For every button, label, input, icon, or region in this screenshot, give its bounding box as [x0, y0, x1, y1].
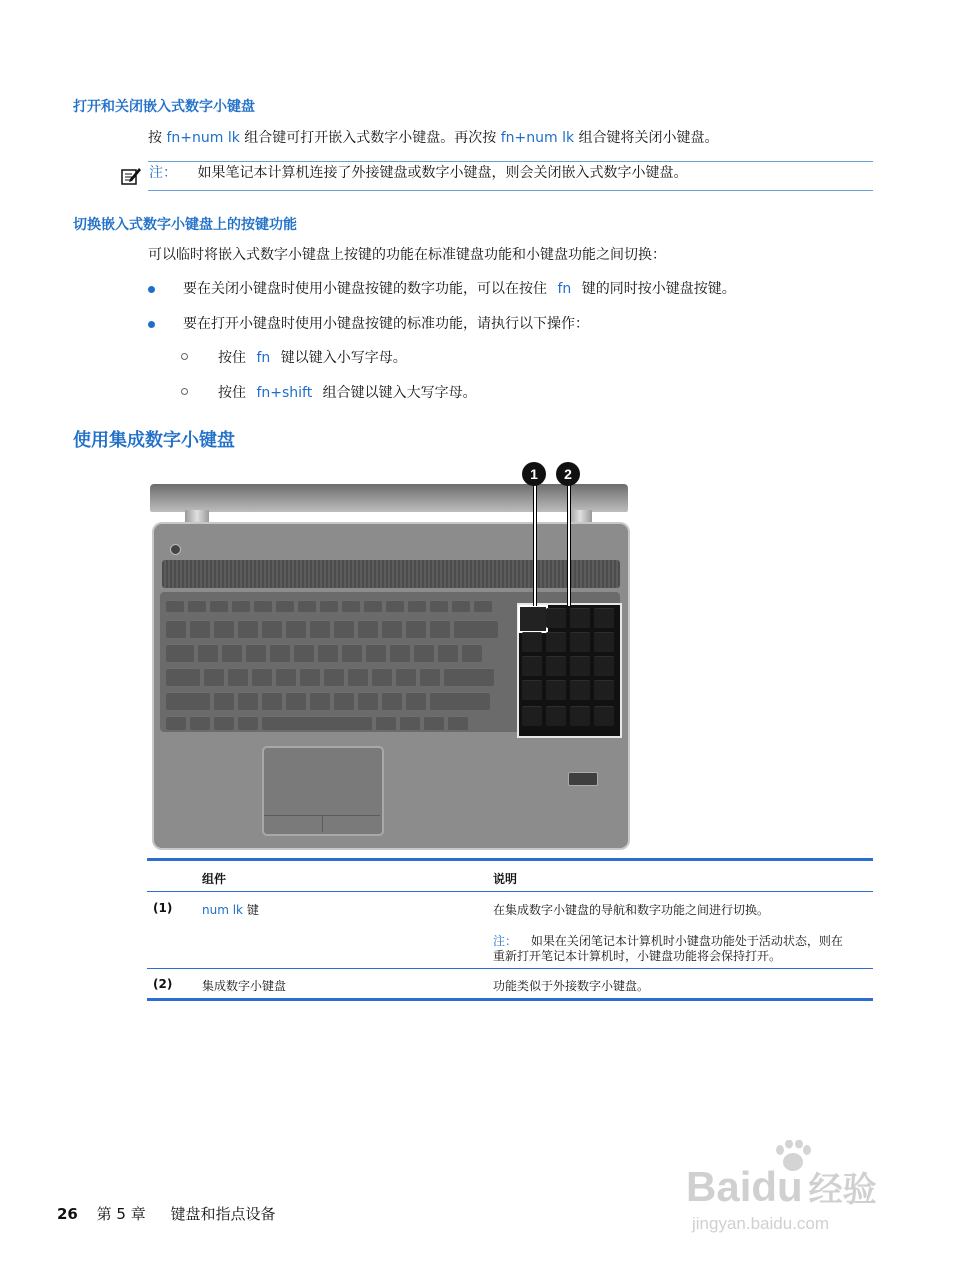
numeric-keypad-key — [522, 632, 542, 652]
text: 按 — [148, 130, 162, 146]
keyboard-key — [358, 620, 378, 638]
keyboard-key — [276, 600, 294, 612]
keyboard-key — [358, 692, 378, 710]
keyboard-key — [210, 600, 228, 612]
numeric-keypad-key — [522, 706, 542, 726]
keyboard-key — [300, 668, 320, 686]
keyboard-key — [262, 620, 282, 638]
table-header-component — [202, 870, 226, 887]
header-text: 说明 — [493, 872, 518, 886]
keyboard-key — [310, 692, 330, 710]
text: 组合键将关闭小键盘。 — [578, 130, 719, 146]
numeric-keypad-key — [546, 656, 566, 676]
keyboard-key — [190, 716, 210, 730]
sub-bullet — [181, 353, 188, 360]
num-lk-key-highlight — [518, 605, 548, 633]
speaker-grill — [162, 560, 620, 588]
keyboard-key — [342, 600, 360, 612]
keyboard-key — [214, 692, 234, 710]
keyboard-key — [438, 644, 458, 662]
numeric-keypad-key — [546, 706, 566, 726]
table-row-2-number — [153, 977, 172, 991]
numeric-keypad-key — [570, 632, 590, 652]
keyboard-key — [238, 716, 258, 730]
callout-line-1 — [534, 476, 536, 606]
keyboard-key — [430, 692, 490, 710]
watermark-url: jingyan.baidu.com — [692, 1214, 830, 1233]
keyboard-key — [382, 692, 402, 710]
bullet-item-2: 要在打开小键盘时使用小键盘按键的标准功能，请执行以下操作： — [183, 316, 589, 332]
section-heading-toggle-keypad: 打开和关闭嵌入式数字小键盘 — [73, 99, 255, 115]
keyboard-key — [364, 600, 382, 612]
keyboard-key — [348, 668, 368, 686]
numeric-keypad-key — [546, 680, 566, 700]
page-number: 26 — [57, 1205, 78, 1223]
keyboard-key — [166, 716, 186, 730]
keyboard-key — [166, 668, 200, 686]
keyboard-key — [188, 600, 206, 612]
keyboard-key — [298, 600, 316, 612]
table-header-rule — [147, 891, 873, 892]
lid-edge — [150, 484, 628, 512]
keyboard-key — [406, 620, 426, 638]
keyboard-key — [448, 716, 468, 730]
keyboard-key — [190, 620, 210, 638]
header-text: 组件 — [202, 872, 227, 886]
bullet — [148, 286, 155, 293]
keyboard-key — [414, 644, 434, 662]
note-label: 注： — [149, 165, 177, 181]
chapter-label: 第 5 章 — [96, 1205, 146, 1223]
keyboard-key — [420, 668, 440, 686]
keyboard-key — [228, 668, 248, 686]
laptop-keyboard-illustration — [150, 460, 630, 850]
fingerprint-reader — [568, 772, 598, 786]
keyboard-key — [366, 644, 386, 662]
table-row-1-description: 在集成数字小键盘的导航和数字功能之间进行切换。 — [493, 903, 770, 917]
text: 按住 — [218, 385, 246, 401]
keyboard-key — [430, 620, 450, 638]
keyboard-key — [294, 644, 314, 662]
keyboard-key — [166, 692, 210, 710]
numeric-keypad-key — [594, 706, 614, 726]
numeric-keypad-key — [570, 656, 590, 676]
keyboard-key — [286, 692, 306, 710]
keyboard-key — [232, 600, 250, 612]
key-combo: fn — [256, 350, 271, 366]
brand-text-2: du — [751, 1163, 803, 1210]
keyboard-key — [214, 620, 234, 638]
keyboard-key — [214, 716, 234, 730]
page-footer — [57, 1203, 276, 1224]
sub-item-2 — [218, 383, 477, 403]
numeric-keypad-key — [546, 632, 566, 652]
numeric-keypad-key — [570, 608, 590, 628]
keyboard-key — [474, 600, 492, 612]
keyboard-key — [444, 668, 494, 686]
keyboard-key — [320, 600, 338, 612]
bullet-item-1 — [183, 279, 736, 299]
text: 组合键以键入大写字母。 — [322, 385, 477, 401]
keyboard-key — [222, 644, 242, 662]
sub-bullet — [181, 388, 188, 395]
key-combo: fn+shift — [256, 385, 313, 401]
note-pencil-icon — [120, 165, 142, 187]
keyboard-key — [198, 644, 218, 662]
callout-line-2 — [568, 476, 570, 606]
numeric-keypad-key — [546, 608, 566, 628]
keyboard-key — [372, 668, 392, 686]
key-combo: fn — [557, 281, 572, 297]
note-text: 如果笔记本计算机连接了外接键盘或数字小键盘，则会关闭嵌入式数字小键盘。 — [197, 165, 688, 181]
text: 键的同时按小键盘按键。 — [581, 281, 736, 297]
touchpad — [262, 746, 384, 836]
table-row-1-number — [153, 901, 172, 915]
table-row-1-note-line2: 重新打开笔记本计算机时，小键盘功能将会保持打开。 — [493, 949, 782, 963]
keyboard-key — [254, 600, 272, 612]
keyboard-key — [166, 600, 184, 612]
keyboard-key — [252, 668, 272, 686]
keyboard-key — [430, 600, 448, 612]
table-bottom-rule — [147, 998, 873, 1001]
numeric-keypad-key — [522, 680, 542, 700]
table-row-rule — [147, 968, 873, 969]
keyboard-key — [342, 644, 362, 662]
text: 键以键入小写字母。 — [280, 350, 407, 366]
text: 要在关闭小键盘时使用小键盘按键的数字功能，可以在按住 — [183, 281, 547, 297]
keyboard-key — [238, 620, 258, 638]
keyboard-key — [334, 692, 354, 710]
chapter-title: 键盘和指点设备 — [170, 1205, 276, 1223]
keyboard-key — [324, 668, 344, 686]
row-number: (1) — [153, 901, 173, 915]
note-text: 如果在关闭笔记本计算机时小键盘功能处于活动状态，则在 — [530, 934, 843, 948]
table-row-2-description: 功能类似于外接数字小键盘。 — [493, 979, 650, 993]
keyboard-key — [390, 644, 410, 662]
key-combo: fn+num lk — [500, 130, 575, 146]
callout-2: 2 — [556, 462, 580, 486]
note-label: 注： — [493, 934, 518, 948]
keyboard-key — [382, 620, 402, 638]
paragraph-toggle-keypad — [148, 128, 719, 148]
baidu-watermark — [680, 1140, 910, 1250]
numeric-keypad-key — [594, 656, 614, 676]
keyboard-key — [310, 620, 330, 638]
keyboard-key — [262, 692, 282, 710]
numeric-keypad-key — [594, 680, 614, 700]
keyboard-key — [334, 620, 354, 638]
table-row-2-component: 集成数字小键盘 — [202, 979, 287, 993]
keyboard-key — [262, 716, 372, 730]
key-name: num lk — [202, 903, 243, 917]
keyboard-key — [396, 668, 416, 686]
numeric-keypad-key — [522, 656, 542, 676]
text: 按住 — [218, 350, 246, 366]
keyboard-key — [318, 644, 338, 662]
watermark-brand — [686, 1162, 877, 1211]
keyboard-key — [270, 644, 290, 662]
numeric-keypad-key — [594, 632, 614, 652]
touchpad-button-split — [322, 815, 323, 832]
keyboard-key — [408, 600, 426, 612]
keyboard-key — [276, 668, 296, 686]
section-heading-switch-functions: 切换嵌入式数字小键盘上的按键功能 — [73, 217, 297, 233]
callout-1: 1 — [522, 462, 546, 486]
numeric-keypad-key — [594, 608, 614, 628]
bullet — [148, 321, 155, 328]
table-top-rule — [147, 858, 873, 861]
text: 键 — [246, 903, 259, 917]
keyboard-key — [462, 644, 482, 662]
keyboard-key — [406, 692, 426, 710]
section-heading-integrated-keypad: 使用集成数字小键盘 — [73, 430, 235, 451]
keyboard-key — [452, 600, 470, 612]
keyboard-key — [400, 716, 420, 730]
intro-paragraph: 可以临时将嵌入式数字小键盘上按键的功能在标准键盘功能和小键盘功能之间切换： — [148, 247, 666, 263]
brand-cn: 经验 — [808, 1171, 877, 1209]
keyboard-key — [386, 600, 404, 612]
note-1 — [149, 163, 687, 183]
brand-text: Bai — [686, 1163, 752, 1210]
note-top-rule — [148, 161, 873, 162]
table-row-1-component — [202, 901, 259, 918]
numeric-keypad-key — [570, 680, 590, 700]
row-number: (2) — [153, 977, 173, 991]
keyboard-key — [454, 620, 498, 638]
power-button-icon — [170, 544, 181, 555]
keyboard-key — [286, 620, 306, 638]
numeric-keypad-key — [570, 706, 590, 726]
sub-item-1 — [218, 348, 407, 368]
keyboard-key — [204, 668, 224, 686]
key-combo: fn+num lk — [166, 130, 240, 146]
keyboard-key — [424, 716, 444, 730]
keyboard-key — [166, 620, 186, 638]
table-header-description — [493, 870, 517, 887]
keyboard-key — [376, 716, 396, 730]
note-bottom-rule — [148, 190, 873, 191]
keyboard-key — [246, 644, 266, 662]
text: 组合键可打开嵌入式数字小键盘。再次按 — [244, 130, 497, 146]
keyboard-key — [238, 692, 258, 710]
keyboard-key — [166, 644, 194, 662]
